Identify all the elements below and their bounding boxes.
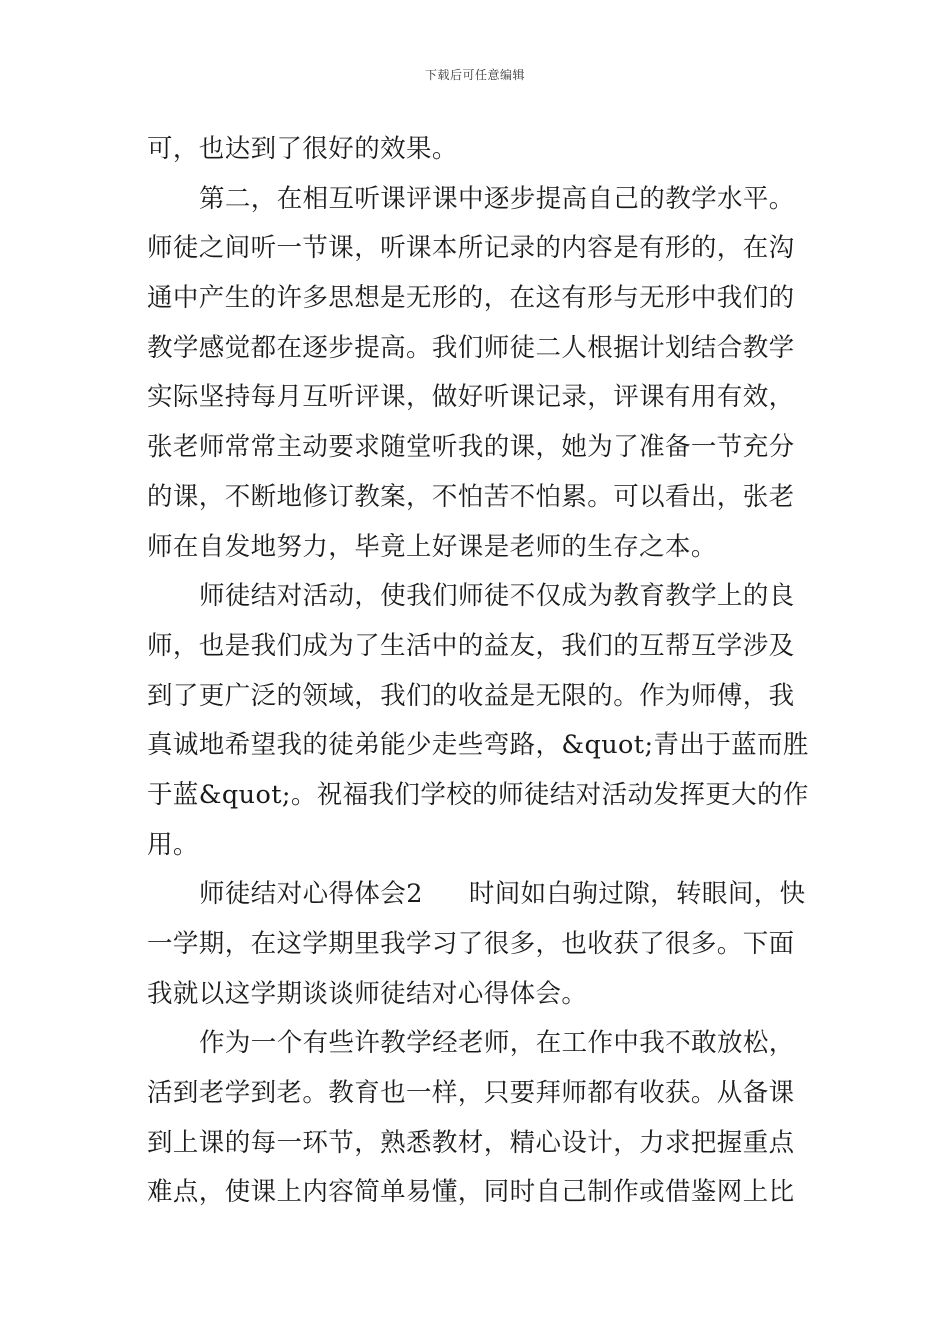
text-line: 张老师常常主动要求随堂听我的课，她为了准备一节充分 [147, 432, 795, 463]
text-line: 师徒结对活动，使我们师徒不仅成为教育教学上的良 [199, 581, 795, 612]
text-line: 活到老学到老。教育也一样，只要拜师都有收获。从备课 [147, 1078, 795, 1109]
text-line: 第二，在相互听课评课中逐步提高自己的教学水平。 [199, 183, 795, 214]
text-line: 一学期，在这学期里我学习了很多，也收获了很多。下面 [147, 929, 795, 959]
section-title: 师徒结对心得体会2 [199, 879, 423, 910]
text-line: 可，也达到了很好的效果。 [147, 134, 458, 164]
text-line [147, 870, 807, 920]
text-line: 通中产生的许多思想是无形的，在这有形与无形中我们的 [147, 283, 795, 314]
text-line: 用。 [147, 829, 199, 860]
text-line: 难点，使课上内容简单易懂，同时自己制作或借鉴网上比 [147, 1177, 795, 1208]
page-header: 下载后可任意编辑 [424, 68, 525, 82]
text-line: 师在自发地努力，毕竟上好课是老师的生存之本。 [147, 531, 717, 562]
text-line: 真诚地希望我的徒弟能少走些弯路，&quot;青出于蓝而胜 [147, 730, 809, 761]
text-line: 到上课的每一环节，熟悉教材，精心设计，力求把握重点 [147, 1127, 795, 1158]
text-line: 到了更广泛的领域，我们的收益是无限的。作为师傅，我 [147, 680, 795, 711]
text-line: 师徒之间听一节课，听课本所记录的内容是有形的，在沟 [147, 233, 795, 264]
text-line: 的课，不断地修订教案，不怕苦不怕累。可以看出，张老 [147, 481, 795, 512]
text-line: 我就以这学期谈谈师徒结对心得体会。 [147, 978, 588, 1009]
text-line: 作为一个有些许教学经老师，在工作中我不敢放松， [199, 1028, 795, 1059]
text-line: 实际坚持每月互听评课，做好听课记录，评课有用有效， [147, 382, 795, 413]
document-body [147, 125, 807, 1218]
text-line: 于蓝&quot;。祝福我们学校的师徒结对活动发挥更大的作 [147, 779, 809, 810]
text-line: 教学感觉都在逐步提高。我们师徒二人根据计划结合教学 [147, 332, 795, 363]
text-segment: 时间如白驹过隙，转眼间，快 [468, 879, 806, 910]
text-line: 师，也是我们成为了生活中的益友，我们的互帮互学涉及 [147, 630, 795, 661]
